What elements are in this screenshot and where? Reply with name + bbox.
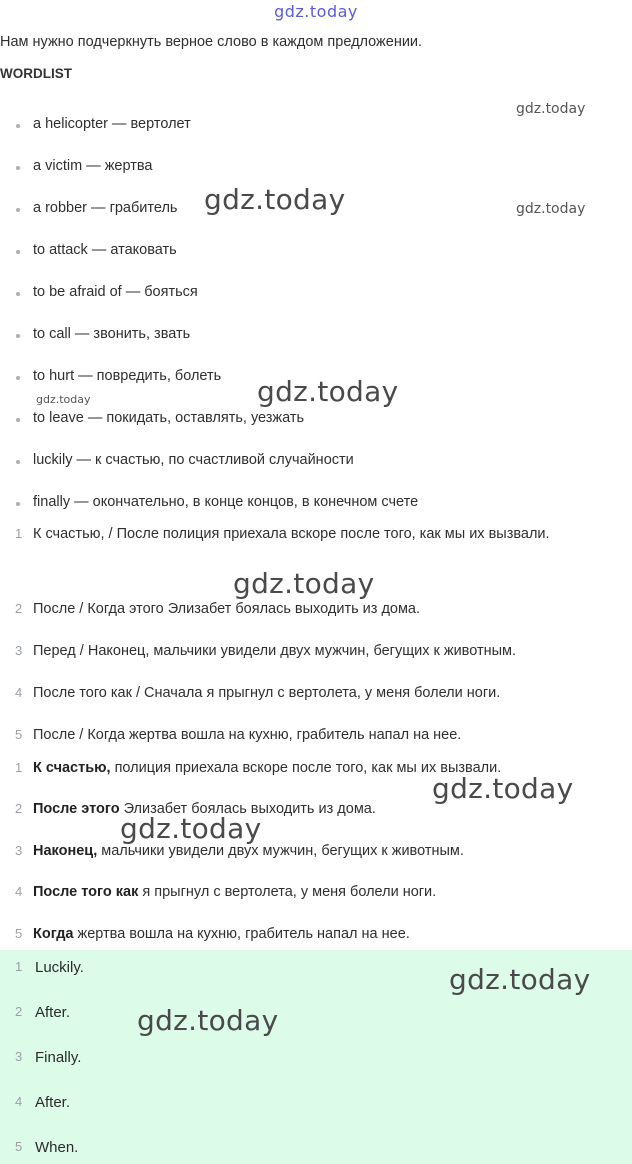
watermark: gdz.today	[137, 1004, 279, 1037]
task-text: Перед / Наконец, мальчики увидели двух мужчин, бегущих к животным.	[33, 643, 517, 659]
answer-text-en: After.	[35, 1004, 71, 1021]
bullet-icon	[16, 208, 20, 212]
answer-bold: К счастью,	[33, 760, 111, 776]
answer-rest: я прыгнул с вертолета, у меня болели ноги.	[138, 884, 437, 900]
item-number: 1	[15, 526, 23, 541]
answer-text	[33, 760, 501, 776]
bullet-icon	[16, 250, 20, 254]
answer-bold: После этого	[33, 801, 120, 817]
site-logo[interactable]: gdz.today	[274, 2, 358, 21]
watermark: gdz.today	[36, 393, 91, 406]
answer-bold: Когда	[33, 926, 74, 942]
bullet-icon	[16, 460, 20, 464]
answer-rest: жертва вошла на кухню, грабитель напал на нее.	[73, 926, 410, 942]
word-entry: a helicopter — вертолет	[33, 116, 191, 132]
item-number: 3	[15, 643, 23, 658]
word-entry: a victim — жертва	[33, 158, 153, 174]
bullet-icon	[16, 292, 20, 296]
word-entry: to attack — атаковать	[33, 242, 177, 258]
watermark: gdz.today	[204, 183, 346, 216]
answer-text-en: When.	[35, 1139, 79, 1156]
wordlist-heading: WORDLIST	[0, 66, 72, 81]
bullet-icon	[16, 124, 20, 128]
word-entry: to be afraid of — бояться	[33, 284, 198, 300]
bullet-icon	[16, 418, 20, 422]
word-entry: luckily — к счастью, по счастливой случайности	[33, 452, 354, 468]
task-text: После того как / Сначала я прыгнул с вертолета, у меня болели ноги.	[33, 685, 501, 701]
watermark: gdz.today	[233, 567, 375, 600]
item-number: 5	[15, 727, 23, 742]
answer-bold: После того как	[33, 884, 139, 900]
bullet-icon	[16, 166, 20, 170]
item-number: 4	[15, 884, 23, 899]
task-text: После / Когда этого Элизабет боялась выходить из дома.	[33, 601, 421, 617]
bullet-icon	[16, 376, 20, 380]
answer-rest: Элизабет боялась выходить из дома.	[119, 801, 376, 817]
item-number: 5	[15, 1139, 23, 1154]
answer-text-en: Luckily.	[35, 959, 84, 976]
item-number: 3	[15, 1049, 23, 1064]
watermark: gdz.today	[516, 201, 586, 217]
word-entry: finally — окончательно, в конце концов, в конечном счете	[33, 494, 419, 510]
item-number: 2	[15, 1004, 23, 1019]
watermark: gdz.today	[257, 375, 399, 408]
answer-text	[33, 884, 436, 900]
word-entry: to hurt — повредить, болеть	[33, 368, 222, 384]
bullet-icon	[16, 502, 20, 506]
bullet-icon	[16, 334, 20, 338]
item-number: 4	[15, 1094, 23, 1109]
item-number: 3	[15, 843, 23, 858]
word-entry: to call — звонить, звать	[33, 326, 191, 342]
item-number: 2	[15, 601, 23, 616]
watermark: gdz.today	[120, 812, 262, 845]
word-entry: a robber — грабитель	[33, 200, 178, 216]
item-number: 2	[15, 801, 23, 816]
watermark: gdz.today	[432, 772, 574, 805]
item-number: 1	[15, 959, 23, 974]
task-text: К счастью, / После полиция приехала вскоре после того, как мы их вызвали.	[33, 526, 550, 542]
answer-text	[33, 926, 410, 942]
item-number: 1	[15, 760, 23, 775]
answer-text-en: Finally.	[35, 1049, 82, 1066]
watermark: gdz.today	[449, 963, 591, 996]
intro-text: Нам нужно подчеркнуть верное слово в каждом предложении.	[0, 34, 423, 50]
answer-rest: мальчики увидели двух мужчин, бегущих к животным.	[97, 843, 464, 859]
watermark: gdz.today	[516, 101, 586, 117]
item-number: 5	[15, 926, 23, 941]
answer-bold: Наконец,	[33, 843, 98, 859]
answer-text-en: After.	[35, 1094, 71, 1111]
task-text: После / Когда жертва вошла на кухню, грабитель напал на нее.	[33, 727, 462, 743]
item-number: 4	[15, 685, 23, 700]
answer-rest: полиция приехала вскоре после того, как мы их вызвали.	[110, 760, 502, 776]
word-entry: to leave — покидать, оставлять, уезжать	[33, 410, 305, 426]
answer-text	[33, 843, 464, 859]
